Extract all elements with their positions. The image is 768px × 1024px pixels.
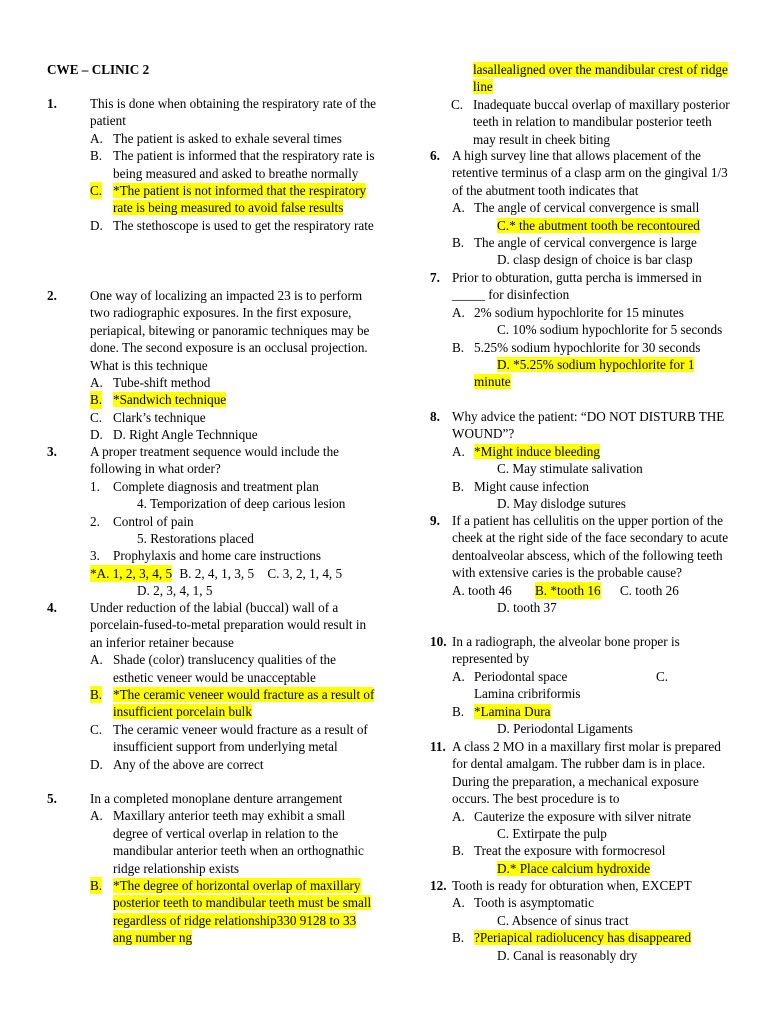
- option-letter: B.: [90, 392, 103, 408]
- option-c: C. 10% sodium hypochlorite for 5 seconds: [497, 322, 723, 338]
- option-letter: A.: [452, 895, 465, 911]
- option-a: [47, 807, 377, 877]
- question-5: [47, 790, 377, 947]
- option-letter: B.: [90, 148, 103, 164]
- option-text: *Sandwich technique: [113, 392, 227, 408]
- option-letter: B.: [90, 687, 103, 703]
- option-d: D. Periodontal Ligaments: [497, 721, 633, 737]
- option-c-answer: [47, 182, 377, 217]
- option-text: Inadequate buccal overlap of maxillary posterior teeth in relation to mandibular posterior teeth may result in cheek biting: [473, 96, 730, 147]
- option-a: [47, 374, 377, 391]
- option-letter: B.: [452, 843, 465, 859]
- option-letter: C.: [451, 96, 464, 112]
- option-a: [430, 894, 730, 911]
- option-b: [430, 234, 730, 251]
- option-letter: A.: [452, 808, 465, 824]
- question-stem: Under reduction of the labial (buccal) wall of a porcelain-fused-to-metal preparation would result in an inferior retainer because: [90, 600, 367, 650]
- option-text: *Might induce bleeding: [474, 443, 600, 459]
- question-number: 6.: [430, 148, 440, 163]
- question-4: [47, 599, 377, 773]
- option-a: [430, 199, 730, 216]
- option-a: [47, 651, 377, 686]
- option-b-answer: [430, 703, 730, 720]
- option-text: Might cause infection: [474, 478, 589, 494]
- option-d-answer: [430, 356, 730, 391]
- option-a-answer: [430, 443, 730, 460]
- option-text: Shade (color) translucency qualities of the esthetic veneer would be unacceptable: [113, 652, 337, 685]
- option-letter: D.: [90, 427, 103, 443]
- option-letter: A.: [452, 200, 465, 216]
- sequence-item-1: [47, 478, 377, 495]
- question-1: [47, 95, 377, 234]
- option-letter: C.: [90, 183, 103, 199]
- question-6: [430, 147, 730, 269]
- option-text: Maxillary anterior teeth may exhibit a small degree of vertical overlap in relation to the mandibular anterior teeth when an orthognathic ridge relationship exists: [113, 808, 364, 876]
- option-b-continued: [430, 61, 730, 96]
- option-letter: B.: [452, 703, 465, 719]
- option-text: The angle of cervical convergence is large: [474, 235, 697, 251]
- option-a-answer: *A. 1, 2, 3, 4, 5: [90, 565, 173, 581]
- option-text: *The ceramic veneer would fracture as a result of insufficient porcelain bulk: [113, 687, 375, 720]
- option-b: [430, 339, 730, 356]
- question-number: 9.: [430, 513, 440, 528]
- option-b: B. 2, 4, 1, 3, 5: [179, 565, 255, 581]
- question-2: [47, 287, 377, 444]
- sequence-item-2: [47, 513, 377, 530]
- question-5-continued: [430, 61, 730, 148]
- option-text: Tube-shift method: [113, 375, 211, 391]
- question-stem: A class 2 MO in a maxillary first molar is prepared for dental amalgam. The rubber dam is in place. During the preparation, a mechanical exposure occurs. The best procedure is to: [452, 739, 721, 807]
- option-b-answer: B. *tooth 16: [535, 582, 601, 598]
- question-stem: In a completed monoplane denture arrangement: [90, 791, 343, 806]
- sequence-item-3: [47, 547, 377, 564]
- option-text: ?Periapical radiolucency has disappeared: [474, 930, 692, 946]
- option-text: The angle of cervical convergence is small: [474, 200, 700, 216]
- option-letter: D.: [90, 756, 103, 772]
- option-d: D. clasp design of choice is bar clasp: [497, 252, 693, 268]
- option-c: C. 3, 2, 1, 4, 5: [267, 565, 343, 581]
- option-text: D. Right Angle Technnique: [113, 427, 258, 443]
- option-c: C. Extirpate the pulp: [497, 826, 607, 842]
- sequence-item-4: 4. Temporization of deep carious lesion: [137, 496, 346, 512]
- option-c: [47, 409, 377, 426]
- option-b-answer: [47, 877, 377, 947]
- question-stem: A high survey line that allows placement of the retentive terminus of a clasp arm on the gingival 1/3 of the abutment tooth indicates that: [452, 148, 728, 198]
- option-c: C. tooth 26: [619, 582, 679, 598]
- option-letter: C.: [656, 668, 669, 684]
- question-number: 3.: [47, 444, 57, 459]
- option-d: D. tooth 37: [497, 600, 557, 616]
- question-number: 11.: [430, 739, 446, 754]
- option-letter: A.: [90, 808, 103, 824]
- answer-row: [47, 565, 377, 582]
- option-d: [47, 426, 377, 443]
- question-number: 4.: [47, 600, 57, 615]
- option-text: Periodontal space: [474, 668, 568, 684]
- question-stem: One way of localizing an impacted 23 is to perform two radiographic exposures. In the first exposure, periapical, bitewing or panoramic techniques may be done. The second exposure is an occlusal projection. What is this technique: [90, 288, 370, 373]
- question-12: [430, 877, 730, 964]
- document-title: CWE – CLINIC 2: [47, 62, 150, 77]
- question-number: 7.: [430, 270, 440, 285]
- question-8: [430, 408, 730, 512]
- item-number: 1.: [90, 478, 100, 494]
- option-letter: A.: [90, 375, 103, 391]
- option-text: *The degree of horizontal overlap of maxillary posterior teeth to mandibular teeth must be small regardless of ridge relationship330 9128 to 33 ang number ng: [113, 878, 372, 946]
- item-text: Control of pain: [113, 513, 194, 529]
- question-stem: If a patient has cellulitis on the upper portion of the cheek at the right side of the face secondary to acute dentoalveolar abscess, which of the following teeth with extensive caries is the probable cause?: [452, 513, 729, 581]
- option-letter: D.: [90, 217, 103, 233]
- question-number: 8.: [430, 409, 440, 424]
- option-b-answer: [47, 391, 377, 408]
- sequence-item-5: 5. Restorations placed: [137, 531, 254, 547]
- question-number: 10.: [430, 634, 447, 649]
- item-number: 2.: [90, 513, 100, 529]
- option-b: [430, 842, 730, 859]
- option-letter: A.: [90, 652, 103, 668]
- option-c-answer: [430, 217, 730, 234]
- option-a: [430, 668, 730, 685]
- option-text: The ceramic veneer would fracture as a result of insufficient support from underlying metal: [113, 721, 368, 755]
- option-text: D.* Place calcium hydroxide: [497, 860, 651, 876]
- option-b: [430, 478, 730, 495]
- option-text: Any of the above are correct: [113, 756, 264, 772]
- option-text: C.* the abutment tooth be recontoured: [497, 217, 700, 233]
- option-letter: B.: [452, 930, 465, 946]
- option-text: The patient is informed that the respiratory rate is being measured and asked to breathe normally: [113, 148, 375, 181]
- option-letter: A.: [452, 443, 465, 459]
- option-c: Lamina cribriformis: [474, 686, 581, 702]
- item-number: 3.: [90, 548, 100, 564]
- answer-row: [430, 582, 730, 599]
- option-letter: A.: [90, 130, 103, 146]
- option-letter: B.: [90, 878, 103, 894]
- option-text: Clark’s technique: [113, 409, 206, 425]
- option-letter: B.: [452, 235, 465, 251]
- option-a: [47, 130, 377, 147]
- option-b-answer: [47, 686, 377, 721]
- question-9: [430, 512, 730, 616]
- option-c: C. Absence of sinus tract: [497, 912, 629, 928]
- option-d-answer: [430, 860, 730, 877]
- question-stem: Tooth is ready for obturation when, EXCEPT: [452, 878, 692, 893]
- option-text: The stethoscope is used to get the respiratory rate: [113, 217, 374, 233]
- option-letter: B.: [452, 339, 465, 355]
- option-c: [47, 721, 377, 756]
- option-d: D. 2, 3, 4, 1, 5: [137, 583, 213, 599]
- option-text: D. *5.25% sodium hypochlorite for 1 minute: [474, 357, 695, 390]
- option-text: 5.25% sodium hypochlorite for 30 seconds: [474, 339, 701, 355]
- option-text: The patient is asked to exhale several times: [113, 130, 342, 146]
- item-text: Prophylaxis and home care instructions: [113, 548, 322, 564]
- question-stem: Why advice the patient: “DO NOT DISTURB THE WOUND”?: [452, 409, 725, 442]
- option-letter: A.: [452, 304, 465, 320]
- option-c: C. May stimulate salivation: [497, 461, 643, 477]
- option-a: A. tooth 46: [452, 582, 512, 598]
- question-stem: In a radiograph, the alveolar bone proper is represented by: [452, 634, 680, 667]
- option-letter: C.: [90, 409, 103, 425]
- option-letter: C.: [90, 721, 103, 737]
- option-c: [430, 96, 730, 148]
- option-text: 2% sodium hypochlorite for 15 minutes: [474, 304, 684, 320]
- question-number: 12.: [430, 878, 447, 893]
- option-text: Tooth is asymptomatic: [474, 895, 594, 911]
- question-number: 5.: [47, 791, 57, 806]
- option-d: [47, 217, 377, 234]
- option-b-answer: [430, 929, 730, 946]
- option-text: *Lamina Dura: [474, 703, 551, 719]
- option-a: [430, 304, 730, 321]
- option-letter: A.: [452, 668, 465, 684]
- question-number: 1.: [47, 96, 57, 111]
- option-text: *The patient is not informed that the respiratory rate is being measured to avoid false results: [113, 183, 367, 216]
- question-stem: This is done when obtaining the respiratory rate of the patient: [90, 96, 377, 129]
- question-3: [47, 443, 377, 600]
- question-7: [430, 269, 730, 391]
- option-b: [47, 147, 377, 182]
- option-d: D. May dislodge sutures: [497, 496, 626, 512]
- item-text: Complete diagnosis and treatment plan: [113, 478, 319, 494]
- option-text: Cauterize the exposure with silver nitrate: [474, 808, 692, 824]
- question-10: [430, 633, 730, 737]
- option-text: Treat the exposure with formocresol: [474, 843, 666, 859]
- option-text: lasallealigned over the mandibular crest of ridge line: [473, 62, 728, 95]
- question-number: 2.: [47, 288, 57, 303]
- option-d: D. Canal is reasonably dry: [497, 947, 638, 963]
- option-a: [430, 808, 730, 825]
- question-stem: Prior to obturation, gutta percha is immersed in _____ for disinfection: [452, 270, 702, 303]
- option-d: [47, 756, 377, 773]
- question-stem: A proper treatment sequence would include the following in what order?: [90, 444, 340, 477]
- option-letter: B.: [452, 478, 465, 494]
- question-11: [430, 738, 730, 877]
